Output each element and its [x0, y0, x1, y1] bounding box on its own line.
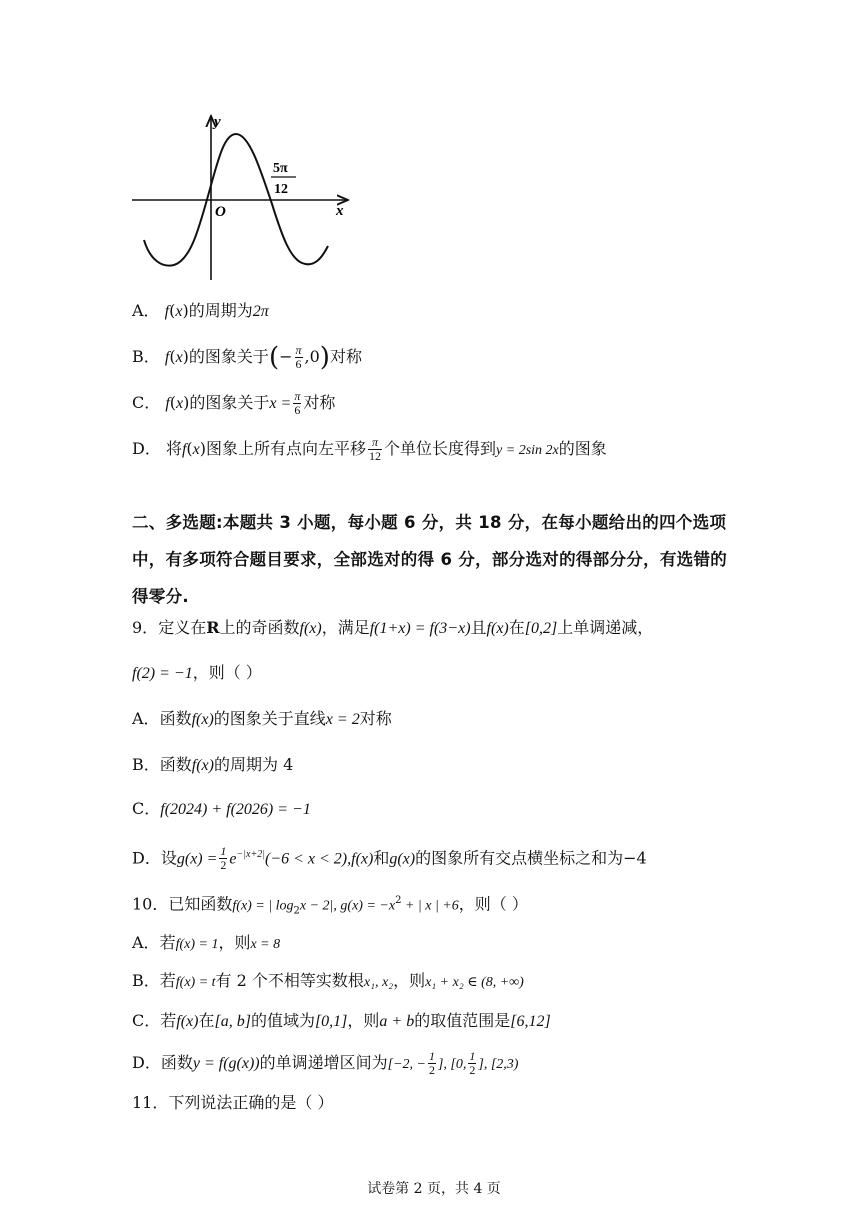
q9-option-d: D．设g(x) = $\frac{1}{2}$ $e^{-|x+2|}(-6 < x < 2),f(x)$和g(x)的图象所有交点横坐标之和为−4 [132, 844, 647, 873]
q9-stem-line1: 9．定义在R上的奇函数f(x)，满足f(1+x) = f(3−x)且f(x)在[0,2]上单调递减， [132, 618, 654, 637]
page-footer: 试卷第 2 页，共 4 页 [367, 1181, 501, 1197]
tick-numerator: 5π [273, 161, 288, 176]
section-heading-multiple-choice: 二、多选题:本题共 3 小题，每小题 6 分，共 18 分，在每小题给出的四个选项中，有多项符合题目要求，全部选对的得 6 分，部分选对的得部分分，有选错的得零分. [132, 513, 728, 606]
q9-option-c: C．f(2024) + f(2026) = −1 [132, 799, 311, 818]
q10-stem: 10．已知函数f(x) = | $\log_2x - 2|$, $g(x) = -x^2$ + | x | +6，则（ ） [132, 894, 528, 917]
q8-option-c: C． f(x)的图象关于x = $\frac{\pi}{6}$ 对称 [132, 389, 336, 417]
q9-option-b: B．函数f(x)的周期为 4 [132, 755, 294, 774]
q10-option-c: C．若f(x)在[a, b]的值域为[0,1]，则a + b的取值范围是[6,12] [132, 1011, 551, 1030]
q10-option-d: D．函数y = f(g(x))的单调递增区间为[−2, − $\frac{1}{2}$ ], [0, $\frac{1}{2}$ ], [2,3) [132, 1049, 519, 1077]
sine-graph [128, 108, 358, 286]
q9-stem-line2: f(2) = −1，则（ ） [132, 663, 262, 682]
x-label: x [336, 203, 344, 219]
q10-option-a: A．若f(x) = 1，则x = 8 [132, 933, 281, 952]
q8-option-a: A． f(x)的周期为2π [132, 301, 269, 320]
origin-label: O [215, 204, 226, 220]
q11-stem: 11．下列说法正确的是（ ） [132, 1093, 334, 1112]
q9-option-a: A．函数f(x)的图象关于直线x = 2对称 [132, 709, 392, 728]
q8-option-d: D． 将f(x)图象上所有点向左平移 $\frac{\pi}{12}$ 个单位长度得到y = 2sin 2x的图象 [132, 435, 607, 463]
q10-option-b: B．若f(x) = t有 2 个不相等实数根x₁, x₂，则x₁ + x₂ ∈ (8, +∞) [132, 971, 524, 990]
tick-denominator: 12 [274, 182, 288, 197]
q8-option-b: B． f(x)的图象关于(− $\frac{\pi}{6}$ ,0)对称 [132, 342, 362, 373]
y-label: y [214, 114, 221, 130]
